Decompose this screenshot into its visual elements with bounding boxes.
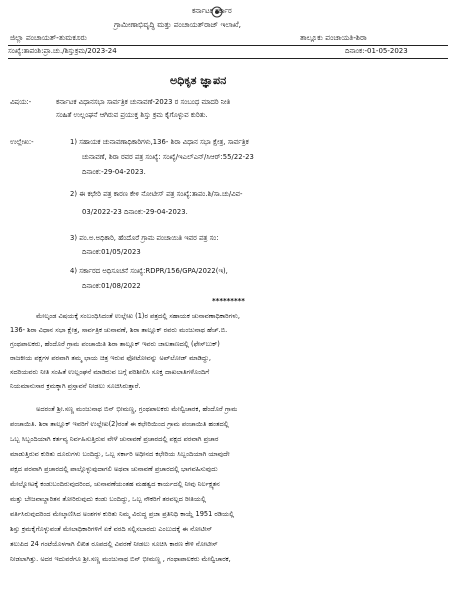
para1-line: ಮೇಲ್ಕಂಡ ವಿಷಯಕ್ಕೆ ಸಂಬಂಧಿಸಿದಂತೆ ಉಲ್ಲೇಖ (1)ರ ಪತ್ರದಲ್ಲಿ ಸಹಾಯಕ ಚುನಾವಣಾಧಿಕಾರಿಗಳು,	[36, 312, 240, 320]
district-office: ಜಿಲ್ಲಾ ಪಂಚಾಯತ್-ತುಮಕೂರು	[10, 33, 87, 42]
para2-line: ನೀಡಲಾಗಿತ್ತು. ಅದರ ಇದುವರೆಗೂ ಶ್ರೀ.ಸಣ್ಣ ಮಂಜುನಾಥ ಬಿನ್ ಭೀಮಣ್ಣ , ಗಂಥಾಪಾಲಕರು ಮೇಲ್ವಿಚಾರಕ,	[10, 555, 231, 563]
reference-line: ದಿನಾಂಕ:01/05/2023	[82, 248, 141, 256]
subject-line: ಕರ್ನಾಟಕ ವಿಧಾನಸಭಾ ಸಾರ್ವತ್ರಿಕ ಚುನಾವಣೆ-2023 ರ ಸಂಬಂಧ ಮಾದರಿ ನೀತಿ	[56, 98, 231, 106]
dept-name: ಗ್ರಾಮೀಣಾಭಿವೃದ್ಧಿ ಮತ್ತು ಪಂಚಾಯತ್‌ರಾಜ್ ಇಲಾಖೆ,	[114, 20, 242, 29]
para2-line: ಮೇಲ್ನೋಟಕ್ಕೆ ಕಂಡುಬಂದಿರುವುದರಿಂದ, ಚುನಾವಣೆಯಂತಹ ಮಹತ್ವದ ಕಾರ್ಯದಲ್ಲಿ ನೀವು ನಿರ್ಲಕ್ಷ್ಯತನ	[10, 480, 220, 488]
subject-line: ಸಂಹಿತೆ ಉಲ್ಲಂಘನೆ ಆಗಿರುವ ಪ್ರಯುಕ್ತ ಶಿಸ್ತು ಕ್ರಮ ಕೈಗೊಳ್ಳುವ ಕುರಿತು.	[56, 111, 208, 119]
para2-line: ತಲುಪಿದ 24 ಗಂಟೆಯೊಳಗಾಗಿ ಲಿಖಿತ ರೂಪದಲ್ಲಿ ವಿವರಣೆ ನೀಡಲು ಸೂಚಿಸಿ ಕಾರಣ ಕೇಳಿ ನೋಟೀಸ್	[10, 540, 218, 548]
para2-line: ಶಿಸ್ತು ಕ್ರಮಕೈಗೊಳ್ಳುವಂತೆ ಮೇಲಾಧಿಕಾರಿಗಳಿಗೆ ಏಕೆ ವರದಿ ಸಲ್ಲಿಸಬಾರದು ಎಂಬುದಕ್ಕೆ ಈ ನೋಟೀಸ್	[10, 525, 213, 533]
reference-line: ದಿನಾಂಕ:01/08/2022	[82, 282, 141, 290]
para2-line: ಪಂಚಾಯಿತಿ. ಶಿರಾ ತಾಲ್ಲೂಕ್ ಇವರಿಗೆ ಉಲ್ಲೇಖ(2)ರಂತೆ ಈ ಕಛೇರಿಯಿಂದ ಗ್ರಾಮ ಪಂಚಾಯಿತಿ ಹಂತದಲ್ಲಿ	[10, 420, 229, 428]
para2-line: ಮತ್ತು ಬೇಜವಾಬ್ದಾರಿತನ ತೋರಿರುವುದು ಕಂಡು ಬಂದಿದ್ದು, ಒಬ್ಬ ನೌಕರಿಗೆ ತರವಲ್ಲದ ರೀತಿಯಲ್ಲಿ	[10, 495, 206, 503]
subject-label: ವಿಷಯ:-	[10, 98, 32, 106]
para2-line: ಮಾಡುತ್ತಿರುವ ಕುರಿತು ದೂರುಗಳು ಬಂದಿದ್ದು, ಒಬ್ಬ ಸರ್ಕಾರಿ ಅಧೀನದ ಕಛೇರಿಯ ಸಿಬ್ಬಂದಿಯಾಗಿ ಯಾವುದೇ	[10, 450, 230, 458]
reference-line: 3) ಪಂ.ಅ.ಅಧಿಕಾರಿ, ಹೆಂದೊರೆ ಗ್ರಾಮ ಪಂಚಾಯಿತಿ ಇವರ ಪತ್ರ ಸಂ:	[70, 234, 219, 242]
para1-line: ರಾಜಕೀಯ ಪಕ್ಷಗಳ ಪರವಾಗಿ ತಮ್ಮ ಛಾಯ ಚಿತ್ರ ಇರುವ ಫೋಟೋವನ್ನು ಅಪ್‌ಲೋಡ್ ಮಾಡಿದ್ದು,	[10, 354, 211, 362]
reference-line: 03/2022-23 ದಿನಾಂಕ:-29-04-2023.	[82, 208, 188, 216]
para1-line: 136- ಶಿರಾ ವಿಧಾನ ಸಭಾ ಕ್ಷೇತ್ರ, ಸಾರ್ವತ್ರಿಕ ಚುನಾವಣೆ, ಶಿರಾ ತಾಲ್ಲೂಕ್ ರವರು ಮಂಜುನಾಥ ಹೆಚ್.ಬಿ.	[10, 326, 228, 334]
references-label: ಉಲ್ಲೇಖ:-	[10, 138, 34, 146]
separator-stars: *********	[212, 297, 245, 305]
ref-number: ಸಂಖ್ಯೆ:ತಾಪಂಶಿ:ಪ್ರಾ.ಚು./ಶಿಸ್ತುಕ್ರಮ/2023-24	[8, 47, 117, 55]
para1-line: ಗ್ರಂಥಪಾಲಕರು, ಹೆಂದೊರೆ ಗ್ರಾಮ ಪಂಚಾಯಿತಿ ಶಿರಾ ತಾಲ್ಲೂಕ್ ಇವರು ಜಾಲತಾಣದಲ್ಲಿ (ಫೇಸ್‌ಬುಕ್)	[10, 340, 220, 348]
reference-line: 1) ಸಹಾಯಕ ಚುನಾವಣಾಧಿಕಾರಿಗಳು,136- ಶಿರಾ ವಿಧಾನ ಸಭಾ ಕ್ಷೇತ್ರ, ಸಾರ್ವತ್ರಿಕ	[70, 138, 249, 146]
reference-line: ಚುನಾವಣೆ, ಶಿರಾ ರವರ ಪತ್ರ ಸಂಖ್ಯೆ: ಸಂಖ್ಯೆ/ಇಎಲ್‌ಎನ್/ಸಿಆರ್:55/22-23	[82, 153, 254, 161]
reference-line: ದಿನಾಂಕ:-29-04-2023.	[82, 168, 146, 176]
para1-line: ನಿಯಮಾನುಸಾರ ಕ್ರಮಕ್ಕಾಗಿ ಪ್ರಸ್ತಾವನೆ ನೀಡಲು ಸೂಚಿಸಿರುತ್ತಾರೆ.	[10, 382, 141, 390]
letter-date: ದಿನಾಂಕ:-01-05-2023	[345, 47, 408, 55]
para2-line: ಒಬ್ಬ ಸಿಬ್ಬಂದಿಯಾಗಿ ಕರ್ತವ್ಯ ನಿರ್ವಹಿಸುತ್ತಿರುವ ವೇಳೆ ಚುನಾವಣೆ ಪ್ರಚಾರದಲ್ಲಿ ಪಕ್ಷದ ಪರವಾಗಿ ಪ್ರಚಾರ	[10, 435, 219, 443]
para1-line: ಸದರಿಯವರು ನೀತಿ ಸಂಹಿತೆ ಉಲ್ಲಂಘನೆ ಮಾಡಿರುವ ಬಗ್ಗೆ ಪರಿಶೀಲಿಸಿ ಸೂಕ್ತ ದಾಖಲಾತಿಗಳೊಂದಿಗೆ	[10, 368, 210, 376]
govt-name: ಕರ್ನಾಟಕ ಸರ್ಕಾರ	[192, 7, 232, 15]
header-rule-bottom	[8, 58, 448, 59]
reference-line: 4) ಸರ್ಕಾರದ ಅಧಿಸೂಚನೆ ಸಂಖ್ಯೆ:RDPR/156/GPA/2022(ಇ),	[70, 267, 228, 275]
taluk-office: ತಾಲ್ಲೂಕು ಪಂಚಾಯತಿ-ಶಿರಾ	[300, 33, 367, 42]
header-rule-top	[8, 45, 448, 46]
page-title: ಅಧಿಕೃತ ಜ್ಞಾಪನ	[170, 74, 227, 87]
para2-line: ವರ್ತಿಸಿರುವುದರಿಂದ ಮೇಲ್ಕಾಣಿಸಿದ ಅಂಶಗಳ ಕುರಿತು ನಿಮ್ಮ ವಿರುದ್ಧ ಪ್ರಜಾ ಪ್ರತಿನಿಧಿ ಕಾಯ್ದೆ 1951 ರಡಿಯಲ್ಲಿ	[10, 510, 235, 518]
reference-line: 2) ಈ ಕಛೇರಿ ಪತ್ರ ಕಾರಣ ಕೇಳಿ ನೋಟೀಸ್ ಪತ್ರ ಸಂಖ್ಯೆ:ತಾಪಂ.ಶಿ/ಸಾ.ಚು/ವಿವ-	[70, 190, 243, 198]
para2-line: ಪಕ್ಷದ ಪರವಾಗಿ ಪ್ರಚಾರದಲ್ಲಿ ಪಾಲ್ಗೊಳ್ಳುವುದಾಗಲಿ ಅಥವಾ ಚುನಾವಣೆ ಪ್ರಚಾರದಲ್ಲಿ ಭಾಗವಹಿಸುವುದು	[10, 465, 218, 473]
para2-line: ಅದರಂತೆ ಶ್ರೀ.ಸಣ್ಣ ಮಂಜುನಾಥ ಬಿನ್ ಭೀಮಣ್ಣ, ಗ್ರಂಥಪಾಲಕರು ಮೇಲ್ವಿಚಾರಕ, ಹೆಂದೊರೆ ಗ್ರಾಮ	[36, 405, 238, 413]
